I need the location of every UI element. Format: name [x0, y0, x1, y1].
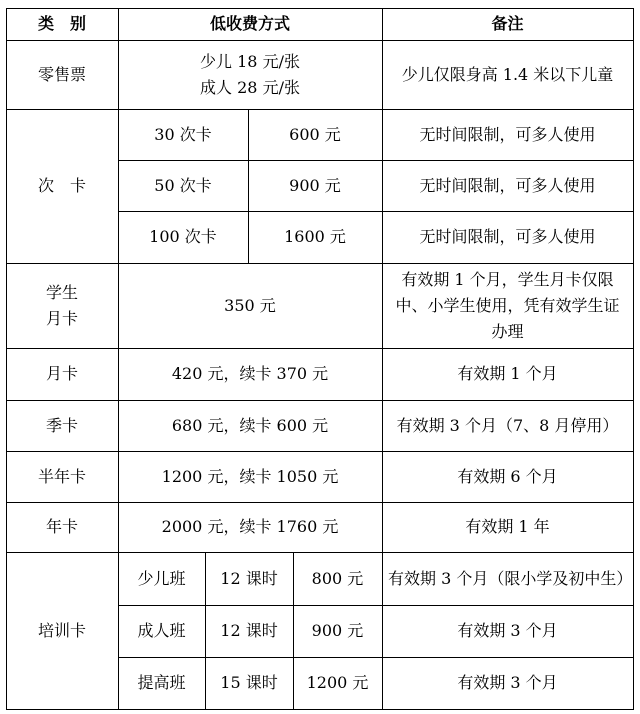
year-price: 2000 元，续卡 1760 元 [161, 517, 339, 536]
season-note: 有效期 3 个月（7、8 月停用） [396, 415, 619, 435]
half-year-note: 有效期 6 个月 [457, 466, 558, 486]
single-ticket-note: 少儿仅限身高 1.4 米以下儿童 [401, 64, 614, 84]
single-ticket-prices [118, 40, 382, 109]
row-label-half-year: 半年卡 [37, 466, 86, 486]
training-hours: 12 课时 [220, 568, 278, 588]
count-card-name: 50 次卡 [154, 175, 212, 195]
row-label-count-card: 次 卡 [37, 176, 86, 195]
rule [6, 709, 634, 710]
training-note: 有效期 3 个月（限小学及初中生） [388, 568, 633, 588]
header-category: 类 别 [37, 14, 86, 33]
training-price: 1200 元 [306, 673, 369, 692]
count-card-name: 100 次卡 [149, 227, 217, 246]
training-hours: 12 课时 [220, 621, 278, 640]
row-label-month: 月卡 [45, 364, 78, 383]
training-hours: 15 课时 [220, 673, 278, 692]
single-ticket-price-adult: 成人 28 元/张 [200, 77, 300, 97]
student-month-label-line1: 学生 [45, 282, 78, 302]
month-price: 420 元，续卡 370 元 [171, 364, 329, 383]
count-card-price: 1600 元 [284, 227, 346, 246]
count-card-note: 无时间限制，可多人使用 [419, 175, 596, 195]
header-note: 备注 [491, 14, 524, 33]
season-price: 680 元，续卡 600 元 [171, 415, 329, 435]
row-label-year: 年卡 [45, 517, 78, 536]
training-price: 800 元 [311, 568, 364, 588]
training-class: 成人班 [137, 621, 186, 640]
student-month-price: 350 元 [224, 295, 276, 315]
count-card-price: 600 元 [289, 124, 341, 144]
row-label-single-ticket: 零售票 [37, 64, 86, 84]
count-card-note: 无时间限制，可多人使用 [419, 227, 596, 246]
count-card-price: 900 元 [289, 175, 341, 195]
row-label-training: 培训卡 [37, 620, 86, 640]
count-card-name: 30 次卡 [154, 124, 212, 144]
header-method: 低收费方式 [209, 14, 290, 33]
single-ticket-price-child: 少儿 18 元/张 [200, 51, 300, 71]
student-month-label-line2: 月卡 [45, 308, 78, 328]
student-month-note: 有效期 1 个月，学生月卡仅限中、小学生使用，凭有效学生证办理 [395, 269, 620, 341]
count-card-note: 无时间限制，可多人使用 [419, 124, 596, 144]
half-year-price: 1200 元，续卡 1050 元 [161, 466, 339, 486]
row-label-season: 季卡 [45, 415, 78, 435]
row-label-student-month [6, 263, 118, 348]
training-class: 少儿班 [137, 568, 186, 588]
training-note: 有效期 3 个月 [457, 673, 558, 692]
training-note: 有效期 3 个月 [457, 621, 558, 640]
month-note: 有效期 1 个月 [457, 364, 558, 383]
rule [633, 8, 634, 710]
training-class: 提高班 [137, 673, 186, 692]
year-note: 有效期 1 年 [465, 517, 550, 536]
training-price: 900 元 [311, 621, 364, 640]
